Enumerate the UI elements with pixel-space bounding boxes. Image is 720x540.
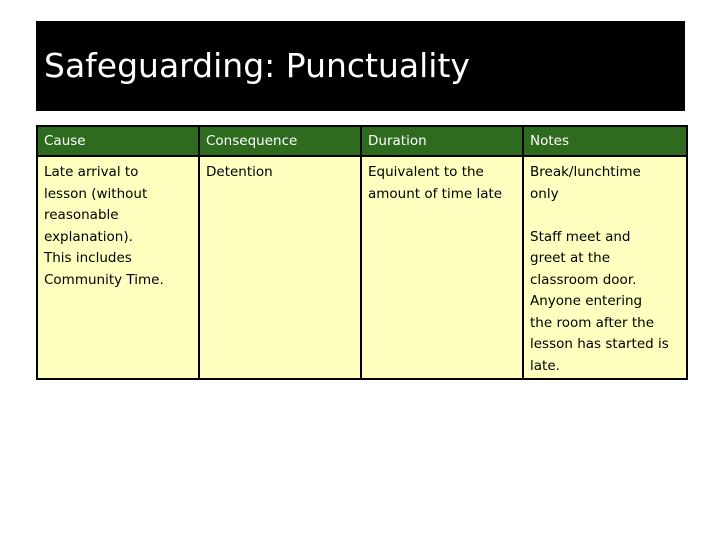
cell-cause	[37, 156, 199, 379]
notes-line: only	[530, 185, 559, 202]
cause-line: explanation).	[44, 228, 133, 245]
duration-line: amount of time late	[368, 185, 503, 202]
table-header-row	[37, 126, 687, 156]
notes-line: greet at the	[530, 250, 611, 266]
notes-line: the room after the	[530, 314, 655, 331]
header-cause: Cause	[37, 126, 199, 156]
notes-line: lesson has started is	[530, 336, 669, 352]
notes-line: Anyone entering	[530, 293, 643, 309]
notes-line: classroom door.	[530, 271, 637, 288]
notes-line: Staff meet and	[530, 228, 631, 245]
header-consequence: Consequence	[199, 126, 361, 156]
cause-line: Community Time.	[44, 271, 164, 288]
duration-line: Equivalent to the	[368, 164, 484, 180]
notes-line: late.	[530, 357, 560, 374]
punctuality-table	[36, 125, 688, 380]
cause-line: This includes	[44, 250, 132, 266]
notes-paragraph-gap	[530, 205, 682, 227]
cell-notes	[523, 156, 687, 379]
header-notes: Notes	[523, 126, 687, 156]
cause-line: reasonable	[44, 207, 119, 223]
cause-line: Late arrival to	[44, 164, 139, 180]
consequence-text: Detention	[206, 164, 273, 180]
table-row	[37, 156, 687, 379]
cause-line: lesson (without	[44, 185, 148, 202]
cell-duration	[361, 156, 523, 379]
slide-title-bar	[36, 21, 685, 111]
cell-consequence	[199, 156, 361, 379]
notes-line: Break/lunchtime	[530, 164, 641, 180]
slide-title: Safeguarding: Punctuality	[44, 46, 470, 85]
header-duration: Duration	[361, 126, 523, 156]
